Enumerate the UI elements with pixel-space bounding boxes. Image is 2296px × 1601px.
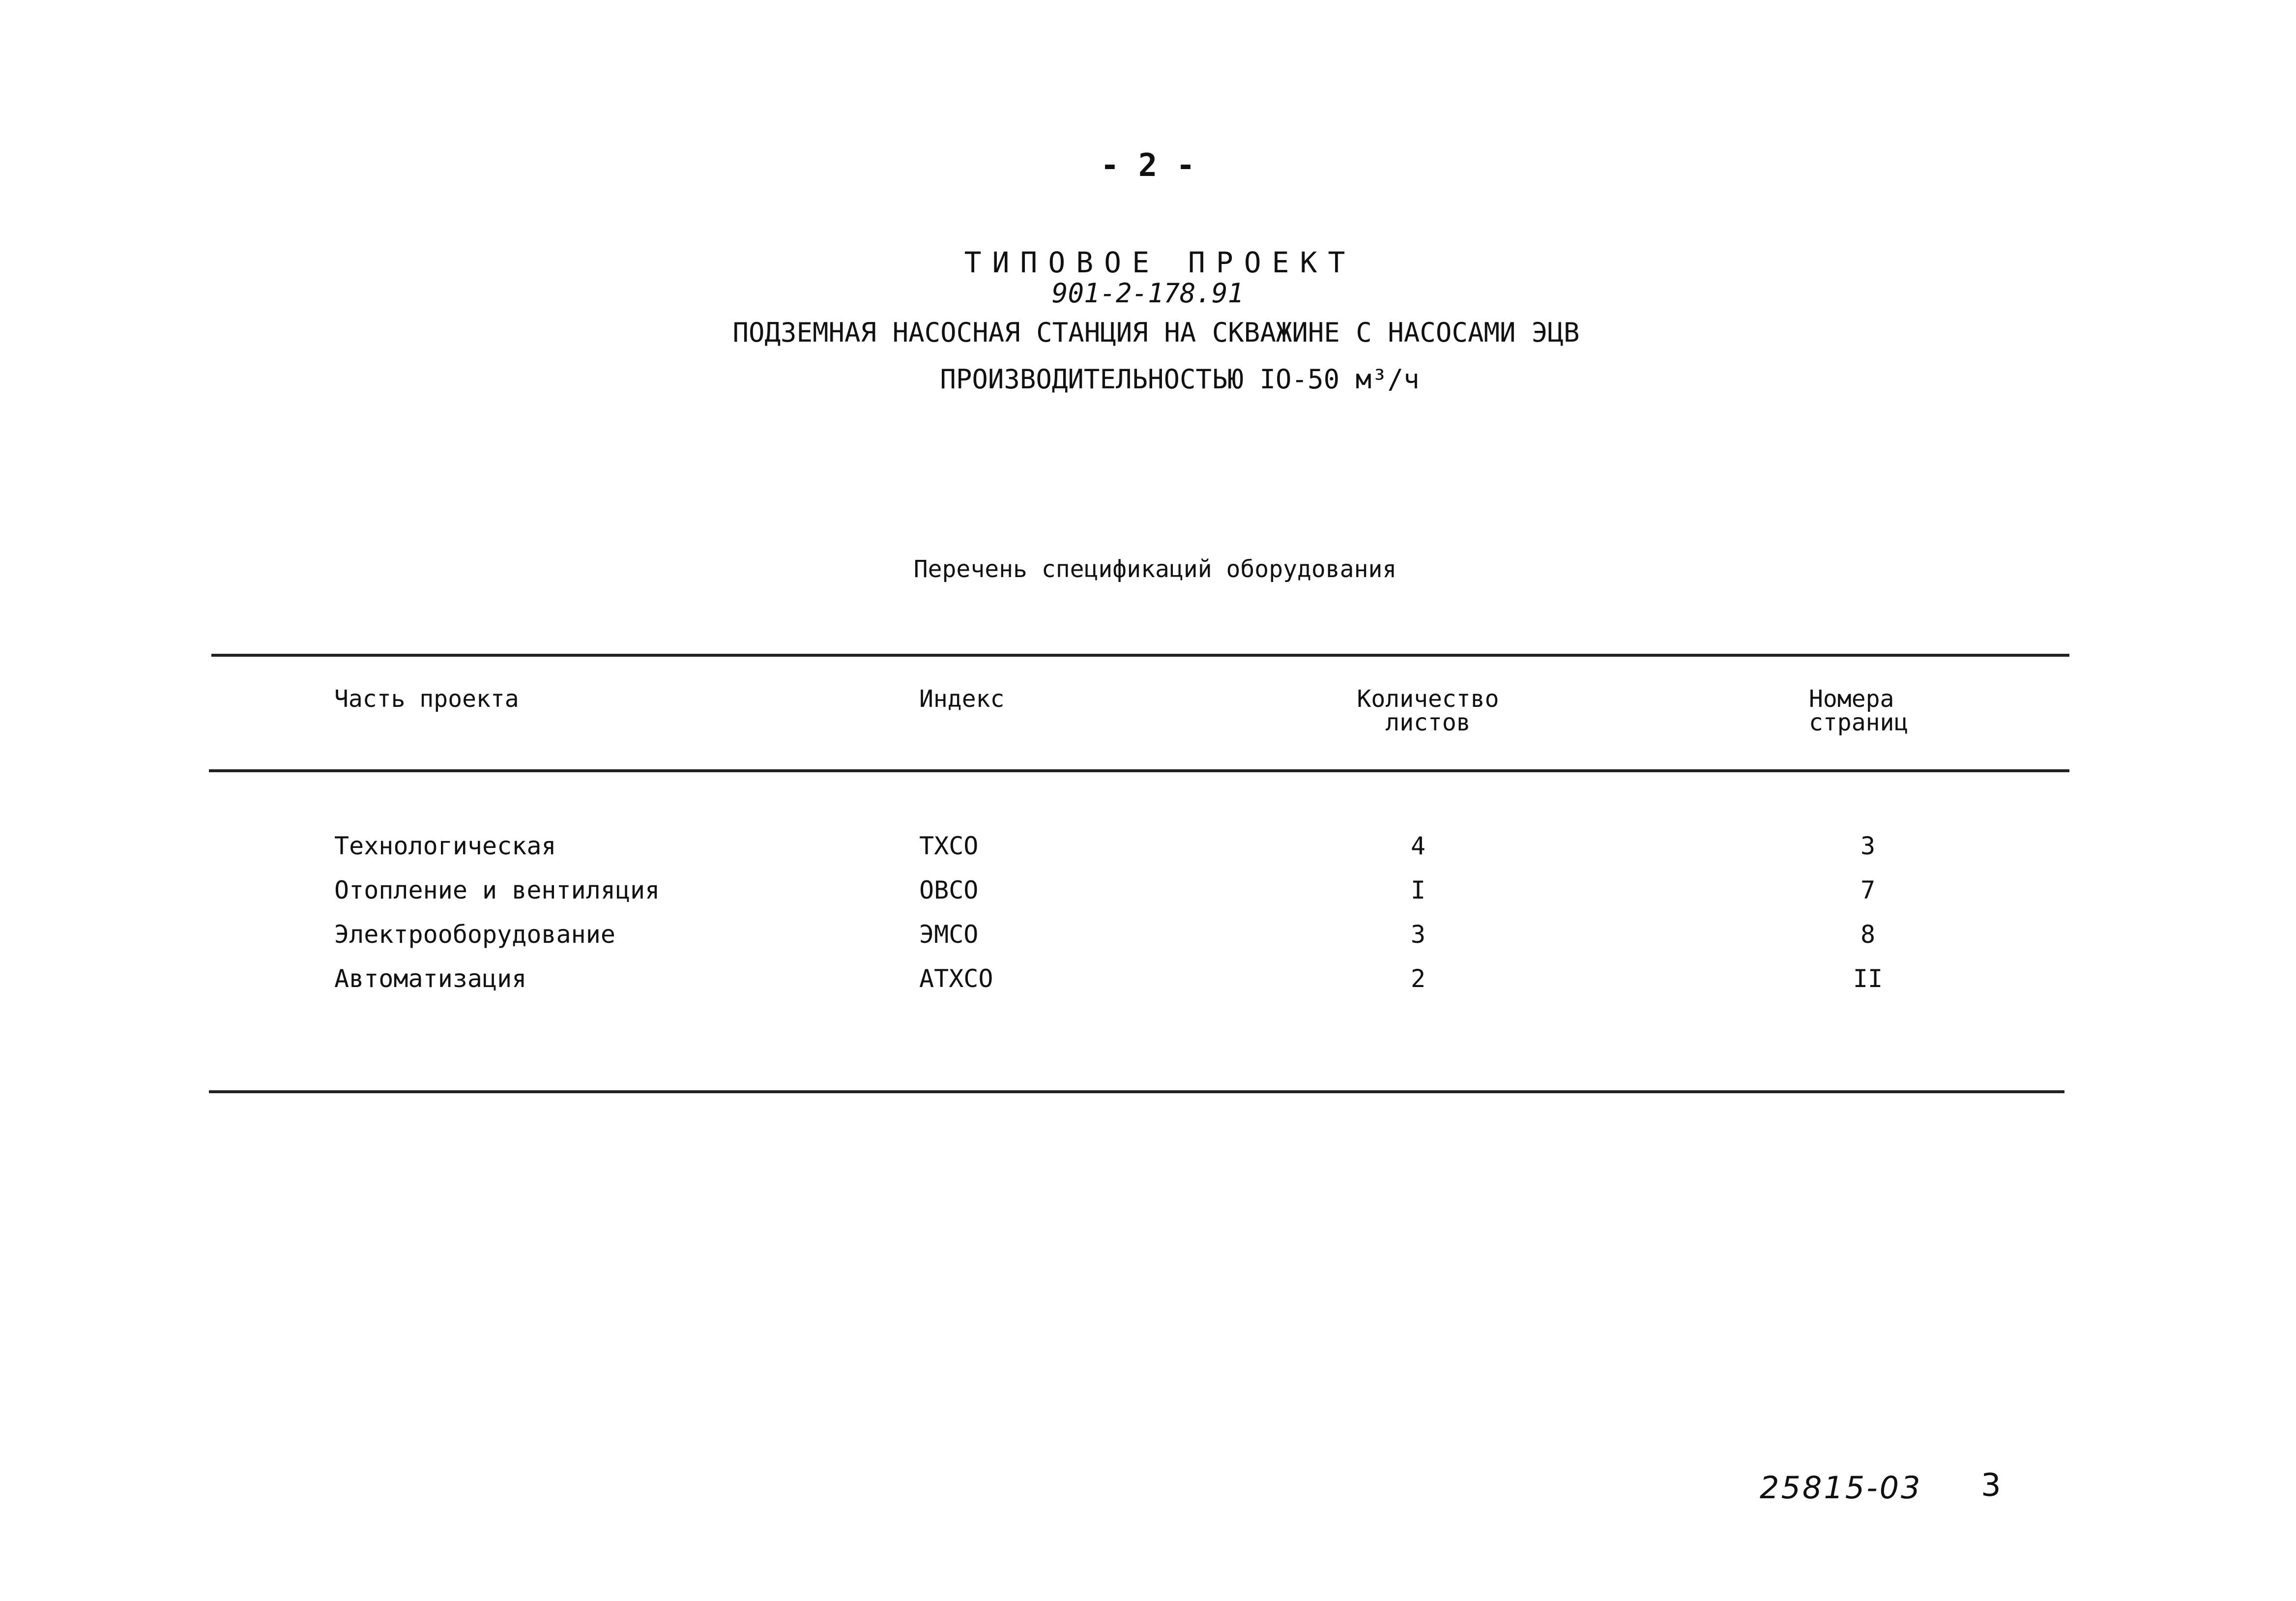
header-part: Часть проекта: [334, 685, 519, 713]
row-pages: 3: [1860, 832, 1876, 860]
row-index: ЭМСО: [919, 920, 979, 949]
row-sheets: 4: [1410, 832, 1426, 860]
row-part: Технологическая: [334, 832, 556, 860]
header-sheet-count: Количество листов: [1357, 685, 1499, 736]
row-index: ОВСО: [919, 876, 979, 904]
page-number: - 2 -: [1100, 147, 1195, 184]
row-pages: 8: [1860, 920, 1876, 949]
row-part: Электрооборудование: [334, 920, 615, 949]
header-index: Индекс: [919, 685, 1005, 713]
row-index: АТХСО: [919, 964, 993, 993]
table-header-rule: [209, 769, 2069, 772]
row-sheets: 3: [1410, 920, 1426, 949]
document-stamp-number: 25815-03: [1760, 1470, 1922, 1506]
row-sheets: 2: [1410, 964, 1426, 993]
row-index: ТХСО: [919, 832, 979, 860]
project-title-line-1: ПОДЗЕМНАЯ НАСОСНАЯ СТАНЦИЯ НА СКВАЖИНЕ С НАСОСАМИ ЭЦВ: [732, 317, 1580, 348]
row-pages: 7: [1860, 876, 1876, 904]
project-title-line-2: ПРОИЗВОДИТЕЛЬНОСТЬЮ IO-50 м³/ч: [940, 364, 1420, 395]
header-page-numbers: Номера страниц: [1809, 685, 1909, 736]
row-part: Автоматизация: [334, 964, 527, 993]
table-bottom-rule: [209, 1090, 2064, 1093]
table-top-rule: [211, 654, 2069, 657]
sheet-number: 3: [1981, 1467, 2001, 1504]
row-sheets: I: [1410, 876, 1426, 904]
row-part: Отопление и вентиляция: [334, 876, 660, 904]
list-title: Перечень спецификаций оборудования: [913, 555, 1397, 583]
project-code: 901-2-178.91: [1051, 278, 1244, 309]
document-type: ТИПОВОЕ ПРОЕКТ: [964, 246, 1356, 279]
row-pages: II: [1853, 964, 1883, 993]
